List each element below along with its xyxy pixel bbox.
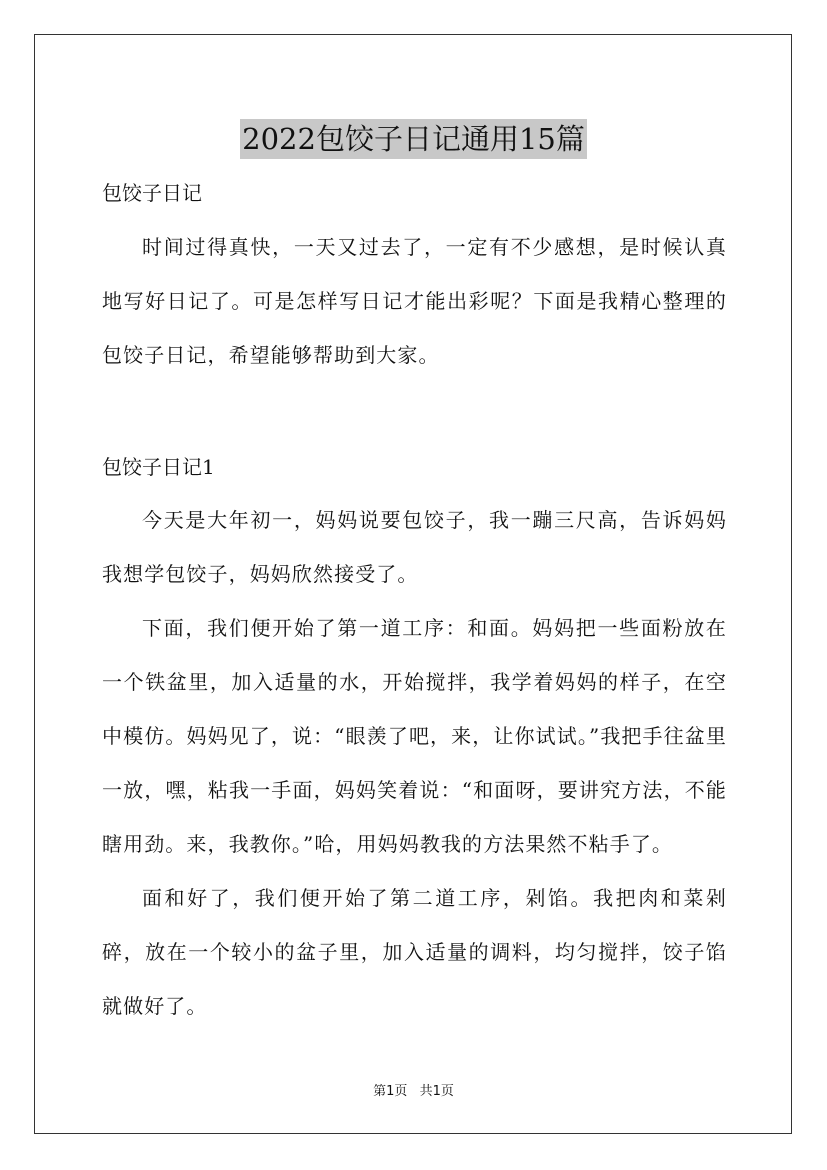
intro-paragraph: 时间过得真快，一天又过去了，一定有不少感想，是时候认真地写好日记了。可是怎样写日记才能出彩呢？下面是我精心整理的包饺子日记，希望能够帮助到大家。 <box>102 235 727 367</box>
page-number: 第1页 <box>373 1084 408 1099</box>
page-total: 共1页 <box>419 1084 454 1099</box>
paragraph-1: 今天是大年初一，妈妈说要包饺子，我一蹦三尺高，告诉妈妈我想学包饺子，妈妈欣然接受了。 <box>102 508 727 586</box>
intro-heading: 包饺子日记 <box>102 181 202 205</box>
section-heading-1: 包饺子日记1 <box>102 455 215 479</box>
paragraph-3: 面和好了，我们便开始了第二道工序，剁馅。我把肉和菜剁碎，放在一个较小的盆子里，加入适量的调料，均匀搅拌，饺子馅就做好了。 <box>102 886 727 1018</box>
title-container <box>0 100 827 179</box>
page-footer <box>0 1083 827 1101</box>
document-title: 2022包饺子日记通用15篇 <box>240 119 587 159</box>
paragraph-2: 下面，我们便开始了第一道工序：和面。妈妈把一些面粉放在一个铁盆里，加入适量的水，开始搅拌，我学着妈妈的样子，在空中模仿。妈妈见了，说：“眼羡了吧，来，让你试试。”我把手往盆里一放，嘿，粘我一手面，妈妈笑着说：“和面呀，要讲究方法，不能瞎用劲。来，我教你。”哈，用妈妈教我的方法果然不粘手了。 <box>102 616 727 856</box>
